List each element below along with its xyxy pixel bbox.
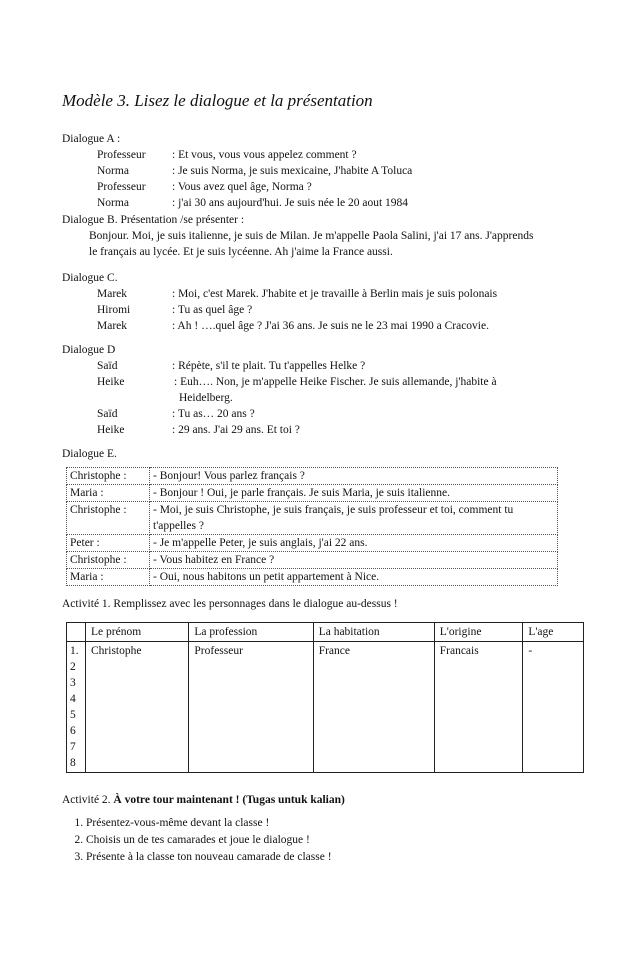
table-row: [67, 642, 584, 773]
column-header: La habitation: [313, 623, 434, 642]
speaker: Saïd: [97, 360, 118, 372]
dialogue-e-table: [66, 467, 558, 586]
speaker: Maria :: [67, 569, 150, 586]
table-row: [67, 502, 558, 535]
column-header: L'age: [523, 623, 584, 642]
corner-cell: [67, 623, 86, 642]
speaker: Christophe :: [67, 468, 150, 485]
speaker: Professeur: [97, 181, 146, 193]
activity-1-table: [66, 622, 584, 773]
utterance: - Bonjour! Vous parlez français ?: [150, 468, 558, 485]
row-number: 8: [70, 757, 76, 769]
speaker: Hiromi: [97, 304, 131, 316]
list-item: 1. Présentez-vous-même devant la classe !: [86, 815, 332, 832]
table-header-row: [67, 623, 584, 642]
cell-profession: Professeur: [189, 642, 313, 773]
utterance: - Vous habitez en France ?: [150, 552, 558, 569]
speaker: Christophe :: [67, 552, 150, 569]
utterance: : Moi, c'est Marek. J'habite et je travaille à Berlin mais je suis polonais: [172, 288, 498, 300]
table-row: [67, 468, 558, 485]
speaker: Heike: [97, 424, 125, 436]
speaker: Marek: [97, 320, 128, 332]
activity-1-heading: Activité 1. Remplissez avec les personnages dans le dialogue au-dessus !: [62, 598, 398, 610]
task-list: [64, 815, 332, 866]
activity-2-heading: [62, 792, 345, 809]
list-item: 2. Choisis un de tes camarades et joue le dialogue !: [86, 832, 332, 849]
speaker: Norma: [97, 197, 129, 209]
speaker: Professeur: [97, 149, 146, 161]
utterance: : j'ai 30 ans aujourd'hui. Je suis née le 20 aout 1984: [172, 197, 409, 209]
speaker: Christophe :: [67, 502, 150, 535]
utterance: - Moi, je suis Christophe, je suis français, je suis professeur et toi, comment tu t'appelles ?: [150, 502, 558, 535]
speaker: Norma: [97, 165, 129, 177]
utterance: : Tu as quel âge ?: [172, 304, 253, 316]
row-number: 6: [70, 725, 76, 737]
utterance: : Ah ! ….quel âge ? J'ai 36 ans. Je suis ne le 23 mai 1990 a Cracovie.: [172, 320, 489, 332]
activity-2-prefix: Activité 2.: [62, 794, 111, 806]
dialogue-a-heading: Dialogue A :: [62, 133, 121, 145]
row-number: 3: [70, 677, 76, 689]
cell-prenom: Christophe: [86, 642, 189, 773]
row-numbers: [67, 642, 86, 773]
cell-origine: Francais: [434, 642, 523, 773]
speaker: Maria :: [67, 485, 150, 502]
speaker: Peter :: [67, 535, 150, 552]
row-number: 7: [70, 741, 76, 753]
utterance: - Bonjour ! Oui, je parle français. Je suis Maria, je suis italienne.: [150, 485, 558, 502]
dialogue-b-text: Bonjour. Moi, je suis italienne, je suis de Milan. Je m'appelle Paola Salini, j'ai 17 ans. J'apprends: [89, 230, 534, 242]
table-row: [67, 485, 558, 502]
utterance: : Je suis Norma, je suis mexicaine, J'habite A Toluca: [172, 165, 413, 177]
utterance: : Et vous, vous vous appelez comment ?: [172, 149, 357, 161]
speaker: Marek: [97, 288, 128, 300]
row-number: 1.: [70, 645, 79, 657]
table-row: [67, 535, 558, 552]
utterance: - Je m'appelle Peter, je suis anglais, j'ai 22 ans.: [150, 535, 558, 552]
table-row: [67, 569, 558, 586]
dialogue-c-heading: Dialogue C.: [62, 272, 118, 284]
cell-age: -: [523, 642, 584, 773]
column-header: La profession: [189, 623, 313, 642]
dialogue-d-heading: Dialogue D: [62, 344, 116, 356]
list-item: 3. Présente à la classe ton nouveau camarade de classe !: [86, 849, 332, 866]
row-number: 5: [70, 709, 76, 721]
activity-2-title: À votre tour maintenant ! (Tugas untuk kalian): [113, 794, 345, 806]
dialogue-e-heading: Dialogue E.: [62, 448, 117, 460]
utterance: - Oui, nous habitons un petit appartement à Nice.: [150, 569, 558, 586]
column-header: Le prénom: [86, 623, 189, 642]
page-title: Modèle 3. Lisez le dialogue et la présentation: [62, 91, 373, 110]
cell-habitation: France: [313, 642, 434, 773]
speaker: Heike: [97, 376, 125, 388]
utterance: : Euh…. Non, je m'appelle Heike Fischer. Je suis allemande, j'habite à: [174, 376, 497, 388]
table-row: [67, 552, 558, 569]
speaker: Saïd: [97, 408, 118, 420]
row-number: 2: [70, 661, 76, 673]
utterance: : Répète, s'il te plait. Tu t'appelles Helke ?: [172, 360, 366, 372]
utterance: : 29 ans. J'ai 29 ans. Et toi ?: [172, 424, 300, 436]
utterance-continuation: Heidelberg.: [179, 392, 233, 404]
column-header: L'origine: [434, 623, 523, 642]
dialogue-b-heading: Dialogue B. Présentation /se présenter :: [62, 214, 245, 226]
utterance: : Tu as… 20 ans ?: [172, 408, 255, 420]
row-number: 4: [70, 693, 76, 705]
utterance: : Vous avez quel âge, Norma ?: [172, 181, 312, 193]
dialogue-b-text: le français au lycée. Et je suis lycéenne. Ah j'aime la France aussi.: [89, 246, 393, 258]
